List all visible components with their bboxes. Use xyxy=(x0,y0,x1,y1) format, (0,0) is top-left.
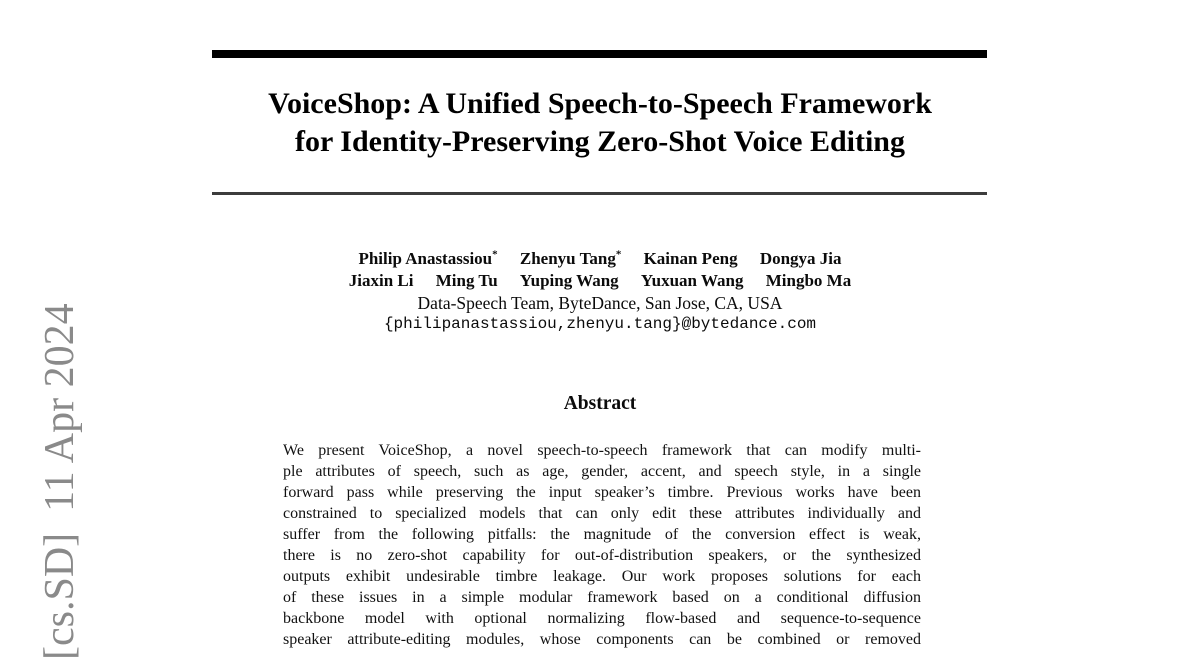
author-name xyxy=(760,249,842,268)
author-name xyxy=(349,271,414,290)
top-thick-rule xyxy=(212,50,987,58)
abstract-heading: Abstract xyxy=(563,393,637,414)
author-name xyxy=(766,271,851,290)
author-name-text: Yuping Wang xyxy=(519,271,619,290)
abstract-line: suffer from the following pitfalls: the magnitude of the conversion effect is weak, xyxy=(283,526,921,543)
abstract-body xyxy=(283,440,921,650)
abstract-line: speaker attribute-editing modules, whose components can be combined or removed xyxy=(283,631,921,648)
abstract-line: of these issues in a simple modular framework based on a conditional diffusion xyxy=(283,589,921,606)
abstract-line: there is no zero-shot capability for out-of-distribution speakers, or the synthesized xyxy=(283,547,921,564)
author-name-text: Jiaxin Li xyxy=(348,271,414,290)
title-separator-rule xyxy=(212,192,987,195)
authors-block xyxy=(150,248,1050,335)
author-name xyxy=(641,271,744,290)
author-footnote-mark: * xyxy=(492,248,498,261)
paper-title xyxy=(100,85,1100,161)
abstract-line: forward pass while preserving the input speaker’s timbre. Previous works have been xyxy=(283,484,921,501)
abstract-line: constrained to specialized models that can only edit these attributes individually and xyxy=(283,505,921,522)
author-name-text: Philip Anastassiou xyxy=(358,249,493,268)
author-name xyxy=(520,271,619,290)
author-footnote-mark: * xyxy=(615,248,622,261)
abstract-line: outputs exhibit undesirable timbre leakage. Our work proposes solutions for each xyxy=(283,568,921,585)
author-name-text: Kainan Peng xyxy=(643,249,738,268)
author-name-text: Mingbo Ma xyxy=(765,271,852,290)
author-name-text: Ming Tu xyxy=(435,271,498,290)
arxiv-side-watermark xyxy=(36,268,90,660)
author-name-text: Zhenyu Tang xyxy=(519,249,616,268)
paper-title-line2: for Identity-Preserving Zero-Shot Voice Editing xyxy=(295,125,905,158)
abstract-line: ple attributes of speech, such as age, gender, accent, and speech style, in a single xyxy=(283,463,921,480)
abstract-line: backbone model with optional normalizing flow-based and sequence-to-sequence xyxy=(283,610,921,627)
abstract-line: We present VoiceShop, a novel speech-to-speech framework that can modify multi- xyxy=(283,442,921,459)
author-name xyxy=(436,271,498,290)
affiliation-line: Data-Speech Team, ByteDance, San Jose, CA, USA xyxy=(417,293,783,313)
author-name-text: Dongya Jia xyxy=(759,249,842,268)
paper-title-line1: VoiceShop: A Unified Speech-to-Speech Framework xyxy=(268,87,932,120)
arxiv-watermark-text: [cs.SD] 11 Apr 2024 xyxy=(37,303,83,660)
author-name xyxy=(644,249,738,268)
authors-row-1 xyxy=(150,248,1050,270)
author-name xyxy=(358,249,497,268)
authors-row-2 xyxy=(150,270,1050,292)
email-line: {philipanastassiou,zhenyu.tang}@bytedance.com xyxy=(383,315,817,333)
author-name-text: Yuxuan Wang xyxy=(640,271,744,290)
author-name xyxy=(520,249,621,268)
